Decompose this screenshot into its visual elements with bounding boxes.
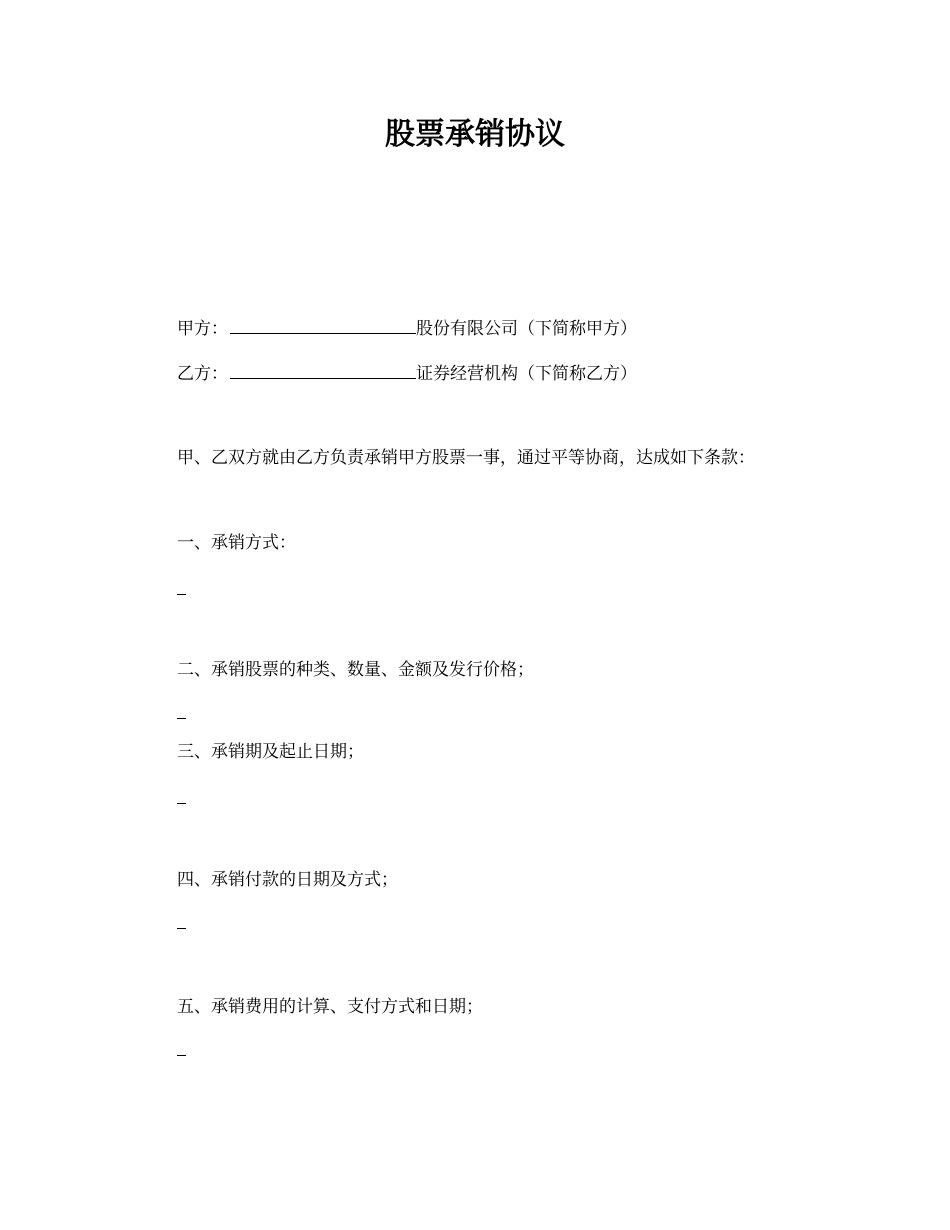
intro-paragraph: 甲、乙双方就由乙方负责承销甲方股票一事，通过平等协商，达成如下条款： [177,448,755,468]
clause-content-blank [177,928,186,929]
party-a-blank [230,318,416,334]
clause-heading: 三、承销期及起止日期； [177,742,364,762]
clause-content-blank [177,803,186,804]
party-b-label: 乙方： [177,364,228,384]
party-b-line [177,363,637,384]
clause-heading: 五、承销费用的计算、支付方式和日期； [177,997,483,1017]
clause-heading: 一、承销方式： [177,533,296,553]
clause-heading: 四、承销付款的日期及方式； [177,870,398,890]
clause-content-blank [177,718,186,719]
party-a-label: 甲方： [177,319,228,339]
party-b-suffix: 证券经营机构（下简称乙方） [416,364,637,384]
clause-content-blank [177,1055,186,1056]
party-b-blank [230,363,416,379]
party-a-line [177,318,637,339]
clause-content-blank [177,594,186,595]
document-title: 股票承销协议 [385,117,565,152]
clause-heading: 二、承销股票的种类、数量、金额及发行价格； [177,660,534,680]
party-a-suffix: 股份有限公司（下简称甲方） [416,319,637,339]
